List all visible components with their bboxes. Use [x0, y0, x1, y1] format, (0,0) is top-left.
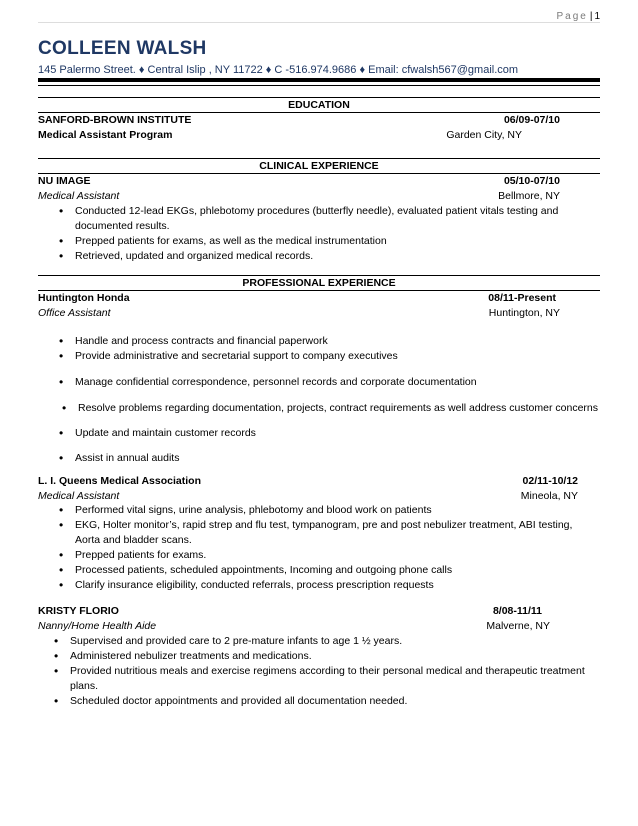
education-program: Medical Assistant Program	[38, 129, 173, 141]
page-number: Page | 1	[556, 11, 600, 22]
job1-role: Office Assistant	[38, 307, 111, 319]
list-item: • Conducted 12-lead EKGs, phlebotomy procedures (butterfly needle), evaluated patient vitals testing and	[75, 204, 605, 219]
job2-dates: 02/11-10/12	[522, 475, 578, 487]
list-item: • Assist in annual audits	[75, 451, 605, 466]
list-item: • Processed patients, scheduled appointments, Incoming and outgoing phone calls	[75, 563, 605, 578]
job3-bullets	[70, 634, 605, 709]
list-item: • Scheduled doctor appointments and provided all documentation needed.	[70, 694, 605, 709]
clinical-heading: CLINICAL EXPERIENCE	[38, 158, 600, 174]
education-dates: 06/09-07/10	[503, 114, 560, 126]
job1-bullets-d	[75, 426, 605, 441]
clinical-location: Bellmore, NY	[498, 190, 560, 202]
job2-location: Mineola, NY	[520, 490, 578, 502]
job1-bullets	[75, 334, 605, 364]
list-item: • Manage confidential correspondence, personnel records and corporate documentation	[75, 375, 605, 390]
job1-employer: Huntington Honda	[38, 292, 130, 304]
job1-location: Huntington, NY	[488, 307, 560, 319]
job1-dates: 08/11-Present	[488, 292, 556, 304]
list-item-continuation: plans.	[70, 680, 99, 692]
job3-location: Malverne, NY	[486, 620, 550, 632]
candidate-name: COLLEEN WALSH	[38, 38, 207, 59]
education-location: Garden City, NY	[446, 129, 522, 141]
job3-role: Nanny/Home Health Aide	[38, 620, 157, 632]
page-number-value: 1	[594, 11, 600, 22]
list-item: • Supervised and provided care to 2 pre-mature infants to age 1 ½ years.	[70, 634, 605, 649]
name-divider-thick	[38, 78, 600, 82]
header-rule	[38, 22, 600, 23]
education-school: SANFORD-BROWN INSTITUTE	[38, 114, 192, 126]
clinical-role: Medical Assistant	[38, 190, 120, 202]
job1-bullets-e	[75, 451, 605, 466]
list-item: • Prepped patients for exams.	[75, 548, 605, 563]
name-divider-thin	[38, 85, 600, 86]
list-item: • Retrieved, updated and organized medical records.	[75, 249, 605, 264]
clinical-employer: NU IMAGE	[38, 175, 91, 187]
list-item: • Handle and process contracts and financial paperwork	[75, 334, 605, 349]
list-item-continuation: documented results.	[75, 220, 170, 232]
job2-role: Medical Assistant	[38, 490, 120, 502]
list-item: • Provide administrative and secretarial support to company executives	[75, 349, 605, 364]
job2-employer: L. I. Queens Medical Association	[38, 475, 201, 487]
list-item: • Performed vital signs, urine analysis, phlebotomy and blood work on patients	[75, 503, 605, 518]
clinical-bullets	[75, 204, 605, 264]
job1-bullets-c	[78, 401, 618, 416]
job3-employer: KRISTY FLORIO	[38, 605, 119, 617]
list-item: • Clarify insurance eligibility, conducted referrals, process prescription requests	[75, 578, 605, 593]
job3-dates: 8/08-11/11	[492, 605, 542, 617]
list-item: • Update and maintain customer records	[75, 426, 605, 441]
contact-line: 145 Palermo Street. ♦ Central Islip , NY 11722 ♦ C -516.974.9686 ♦ Email: cfwalsh567@gmail.com	[38, 64, 519, 76]
page-label: Page	[556, 11, 588, 22]
list-item: • EKG, Holter monitor’s, rapid strep and flu test, tympanogram, pre and post nebulizer treatment, ABI testing,	[75, 518, 605, 533]
job2-bullets	[75, 503, 605, 593]
list-item-continuation: Aorta and bladder scans.	[75, 534, 192, 546]
list-item: • Resolve problems regarding documentation, projects, contract requirements as well address customer concerns	[78, 401, 618, 416]
job1-bullets-b	[75, 375, 605, 390]
list-item: • Administered nebulizer treatments and medications.	[70, 649, 605, 664]
education-heading: EDUCATION	[38, 97, 600, 113]
professional-heading: PROFESSIONAL EXPERIENCE	[38, 275, 600, 291]
list-item: • Provided nutritious meals and exercise regimens according to their personal medical and therapeutic treatment	[70, 664, 605, 679]
list-item: • Prepped patients for exams, as well as the medical instrumentation	[75, 234, 605, 249]
clinical-dates: 05/10-07/10	[503, 175, 560, 187]
